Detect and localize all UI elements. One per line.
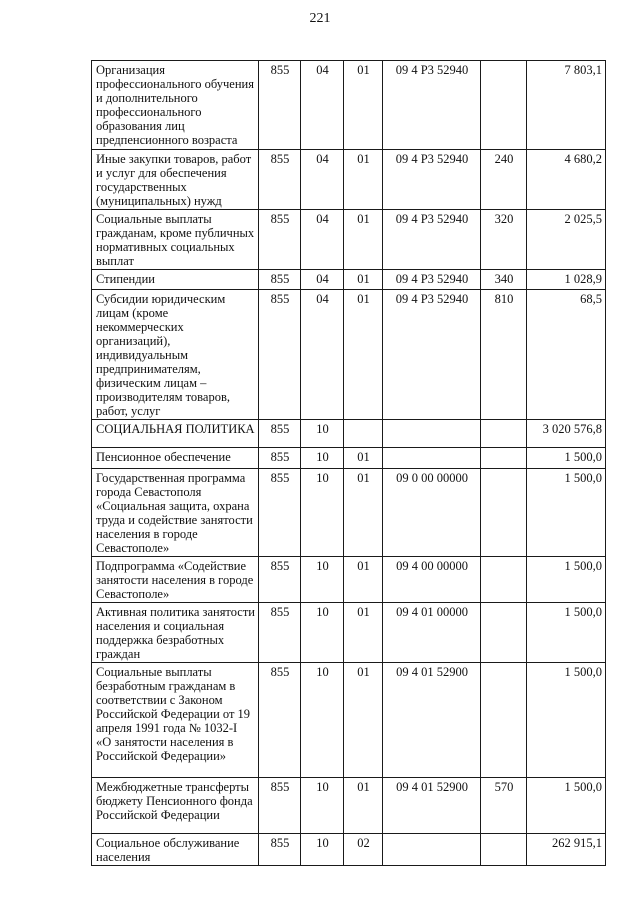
row-name-cell: Стипендии bbox=[92, 270, 259, 290]
row-name-cell: Организация профессионального обучения и дополнительного профессионального образования лиц предпенсионного возраста bbox=[92, 61, 259, 150]
row-section-code-cell: 04 bbox=[301, 61, 344, 150]
row-subsection-code-cell: 01 bbox=[344, 210, 383, 270]
row-name-cell: Субсидии юридическим лицам (кроме некоммерческих организаций), индивидуальным предпринимателям, физическим лицам – производителям товаров, работ, услуг bbox=[92, 290, 259, 420]
table-row bbox=[92, 61, 606, 150]
row-amount-cell: 68,5 bbox=[527, 290, 606, 420]
row-expense-type-cell bbox=[481, 420, 527, 448]
row-expense-type-cell bbox=[481, 603, 527, 663]
row-name-cell: Пенсионное обеспечение bbox=[92, 448, 259, 469]
row-target-article-cell: 09 4 Р3 52940 bbox=[383, 270, 481, 290]
row-section-code-cell: 10 bbox=[301, 778, 344, 834]
row-subsection-code-cell: 01 bbox=[344, 778, 383, 834]
row-target-article-cell: 09 0 00 00000 bbox=[383, 469, 481, 557]
row-amount-cell: 3 020 576,8 bbox=[527, 420, 606, 448]
row-amount-cell: 1 500,0 bbox=[527, 778, 606, 834]
row-target-article-cell: 09 4 01 52900 bbox=[383, 663, 481, 778]
row-name-cell: Социальное обслуживание населения bbox=[92, 834, 259, 866]
row-target-article-cell bbox=[383, 834, 481, 866]
row-section-code-cell: 10 bbox=[301, 557, 344, 603]
row-amount-cell: 1 500,0 bbox=[527, 469, 606, 557]
table-row bbox=[92, 603, 606, 663]
row-target-article-cell: 09 4 00 00000 bbox=[383, 557, 481, 603]
budget-table-body bbox=[92, 61, 606, 866]
row-section-code-cell: 10 bbox=[301, 663, 344, 778]
row-section-code-cell: 10 bbox=[301, 448, 344, 469]
row-amount-cell: 7 803,1 bbox=[527, 61, 606, 150]
row-subsection-code-cell: 01 bbox=[344, 603, 383, 663]
row-name-cell: Активная политика занятости населения и социальная поддержка безработных граждан bbox=[92, 603, 259, 663]
row-gr-code-cell: 855 bbox=[259, 448, 301, 469]
row-name-cell: СОЦИАЛЬНАЯ ПОЛИТИКА bbox=[92, 420, 259, 448]
table-row bbox=[92, 834, 606, 866]
row-section-code-cell: 04 bbox=[301, 270, 344, 290]
row-section-code-cell: 04 bbox=[301, 290, 344, 420]
page-number: 221 bbox=[309, 11, 331, 26]
row-target-article-cell bbox=[383, 448, 481, 469]
row-subsection-code-cell: 01 bbox=[344, 469, 383, 557]
row-amount-cell: 1 500,0 bbox=[527, 448, 606, 469]
row-target-article-cell bbox=[383, 420, 481, 448]
row-amount-cell: 1 500,0 bbox=[527, 557, 606, 603]
row-gr-code-cell: 855 bbox=[259, 557, 301, 603]
row-amount-cell: 1 500,0 bbox=[527, 603, 606, 663]
table-row bbox=[92, 663, 606, 778]
row-name-cell: Межбюджетные трансферты бюджету Пенсионного фонда Российской Федерации bbox=[92, 778, 259, 834]
row-amount-cell: 262 915,1 bbox=[527, 834, 606, 866]
row-name-cell: Социальные выплаты безработным гражданам в соответствии с Законом Российской Федерации от 19 апреля 1991 года № 1032-I «О занятости населения в Российской Федерации» bbox=[92, 663, 259, 778]
row-gr-code-cell: 855 bbox=[259, 663, 301, 778]
table-row bbox=[92, 270, 606, 290]
row-amount-cell: 1 500,0 bbox=[527, 663, 606, 778]
row-expense-type-cell: 810 bbox=[481, 290, 527, 420]
row-gr-code-cell: 855 bbox=[259, 420, 301, 448]
row-section-code-cell: 10 bbox=[301, 603, 344, 663]
table-row bbox=[92, 557, 606, 603]
row-gr-code-cell: 855 bbox=[259, 603, 301, 663]
table-row bbox=[92, 210, 606, 270]
row-expense-type-cell: 320 bbox=[481, 210, 527, 270]
row-gr-code-cell: 855 bbox=[259, 834, 301, 866]
row-name-cell: Государственная программа города Севастополя «Социальная защита, охрана труда и содействие занятости населения в городе Севастополе» bbox=[92, 469, 259, 557]
row-name-cell: Социальные выплаты гражданам, кроме публичных нормативных социальных выплат bbox=[92, 210, 259, 270]
row-section-code-cell: 10 bbox=[301, 469, 344, 557]
row-gr-code-cell: 855 bbox=[259, 469, 301, 557]
row-expense-type-cell bbox=[481, 663, 527, 778]
row-target-article-cell: 09 4 01 00000 bbox=[383, 603, 481, 663]
table-row bbox=[92, 778, 606, 834]
row-subsection-code-cell: 01 bbox=[344, 150, 383, 210]
row-subsection-code-cell: 02 bbox=[344, 834, 383, 866]
row-subsection-code-cell: 01 bbox=[344, 61, 383, 150]
row-section-code-cell: 04 bbox=[301, 210, 344, 270]
row-target-article-cell: 09 4 01 52900 bbox=[383, 778, 481, 834]
table-row bbox=[92, 469, 606, 557]
table-row bbox=[92, 420, 606, 448]
row-subsection-code-cell: 01 bbox=[344, 448, 383, 469]
row-subsection-code-cell: 01 bbox=[344, 557, 383, 603]
row-subsection-code-cell: 01 bbox=[344, 270, 383, 290]
row-expense-type-cell: 570 bbox=[481, 778, 527, 834]
row-gr-code-cell: 855 bbox=[259, 210, 301, 270]
row-subsection-code-cell: 01 bbox=[344, 290, 383, 420]
row-gr-code-cell: 855 bbox=[259, 150, 301, 210]
budget-table bbox=[91, 60, 606, 866]
row-expense-type-cell: 340 bbox=[481, 270, 527, 290]
row-name-cell: Подпрограмма «Содействие занятости населения в городе Севастополе» bbox=[92, 557, 259, 603]
row-expense-type-cell bbox=[481, 469, 527, 557]
row-gr-code-cell: 855 bbox=[259, 61, 301, 150]
row-expense-type-cell bbox=[481, 61, 527, 150]
row-name-cell: Иные закупки товаров, работ и услуг для обеспечения государственных (муниципальных) нужд bbox=[92, 150, 259, 210]
row-subsection-code-cell bbox=[344, 420, 383, 448]
row-amount-cell: 2 025,5 bbox=[527, 210, 606, 270]
table-row bbox=[92, 150, 606, 210]
row-section-code-cell: 10 bbox=[301, 420, 344, 448]
row-expense-type-cell: 240 bbox=[481, 150, 527, 210]
row-section-code-cell: 10 bbox=[301, 834, 344, 866]
row-target-article-cell: 09 4 Р3 52940 bbox=[383, 150, 481, 210]
row-target-article-cell: 09 4 Р3 52940 bbox=[383, 210, 481, 270]
table-row bbox=[92, 290, 606, 420]
row-subsection-code-cell: 01 bbox=[344, 663, 383, 778]
row-target-article-cell: 09 4 Р3 52940 bbox=[383, 290, 481, 420]
row-amount-cell: 1 028,9 bbox=[527, 270, 606, 290]
row-gr-code-cell: 855 bbox=[259, 290, 301, 420]
row-expense-type-cell bbox=[481, 834, 527, 866]
row-expense-type-cell bbox=[481, 557, 527, 603]
row-expense-type-cell bbox=[481, 448, 527, 469]
table-row bbox=[92, 448, 606, 469]
row-gr-code-cell: 855 bbox=[259, 778, 301, 834]
row-amount-cell: 4 680,2 bbox=[527, 150, 606, 210]
row-target-article-cell: 09 4 Р3 52940 bbox=[383, 61, 481, 150]
row-gr-code-cell: 855 bbox=[259, 270, 301, 290]
row-section-code-cell: 04 bbox=[301, 150, 344, 210]
